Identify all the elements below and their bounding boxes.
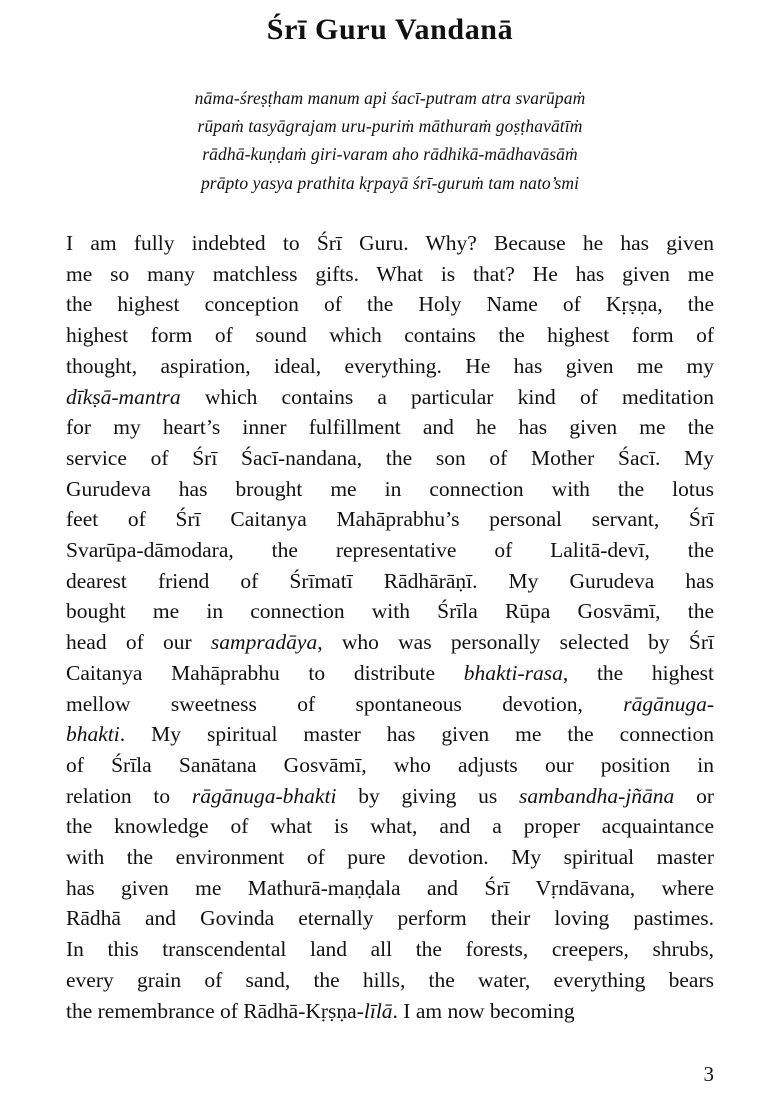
body-line: Svarūpa-dāmodara, the representative of Lalitā-devī, the xyxy=(66,538,714,563)
verse-line-4: prāpto yasya prathita kṛpayā śrī-guruṁ tam nato’smi xyxy=(200,172,580,193)
body-line: service of Śrī Śacī-nandana, the son of Mother Śacī. My xyxy=(66,445,714,470)
sanskrit-verse xyxy=(0,84,780,197)
body-paragraph xyxy=(66,228,714,1026)
body-line: thought, aspiration, ideal, everything. He has given me my xyxy=(66,353,714,378)
body-line: Rādhā and Govinda eternally perform their loving pastimes. xyxy=(66,906,714,931)
body-line: me so many matchless gifts. What is that? He has given me xyxy=(66,261,714,286)
body-line: for my heart’s inner fulfillment and he has given me the xyxy=(66,415,714,440)
verse-line-3: rādhā-kuṇḍaṁ giri-varam aho rādhikā-mādhavāsāṁ xyxy=(202,144,578,165)
body-line: with the environment of pure devotion. My spiritual master xyxy=(66,845,714,870)
body-line: bhakti. My spiritual master has given me the connection xyxy=(66,722,714,747)
body-line: Caitanya Mahāprabhu to distribute bhakti-rasa, the highest xyxy=(66,660,715,685)
body-line: Gurudeva has brought me in connection with the lotus xyxy=(66,476,714,501)
body-line: dearest friend of Śrīmatī Rādhārāṇī. My Gurudeva has xyxy=(66,568,714,593)
body-line: has given me Mathurā-maṇḍala and Śrī Vṛndāvana, where xyxy=(66,875,714,900)
body-line: dīkṣā-mantra which contains a particular kind of meditation xyxy=(66,384,714,409)
body-line: relation to rāgānuga-bhakti by giving us sambandha-jñāna or xyxy=(66,783,714,808)
body-line: the remembrance of Rādhā-Kṛṣṇa-līlā. I am now becoming xyxy=(66,998,575,1023)
verse-line-1: nāma-śreṣṭham manum api śacī-putram atra svarūpaṁ xyxy=(194,88,586,108)
page-number: 3 xyxy=(703,1062,714,1086)
body-line: bought me in connection with Śrīla Rūpa Gosvāmī, the xyxy=(66,599,714,624)
body-line: head of our sampradāya, who was personally selected by Śrī xyxy=(66,630,714,655)
body-line: of Śrīla Sanātana Gosvāmī, who adjusts our position in xyxy=(66,752,714,777)
body-line: the highest conception of the Holy Name of Kṛṣṇa, the xyxy=(66,292,714,317)
body-line: mellow sweetness of spontaneous devotion, rāgānuga- xyxy=(66,691,714,716)
body-line: feet of Śrī Caitanya Mahāprabhu’s personal servant, Śrī xyxy=(66,507,714,532)
body-line: highest form of sound which contains the highest form of xyxy=(66,323,714,348)
body-line: the knowledge of what is what, and a proper acquaintance xyxy=(66,814,714,839)
page-title: Śrī Guru Vandanā xyxy=(266,13,514,46)
body-line: every grain of sand, the hills, the water, everything bears xyxy=(66,967,714,992)
body-line: I am fully indebted to Śrī Guru. Why? Because he has given xyxy=(66,231,714,255)
verse-line-2: rūpaṁ tasyāgrajam uru-puriṁ māthuraṁ goṣṭhavātīṁ xyxy=(197,116,583,137)
body-line: In this transcendental land all the forests, creepers, shrubs, xyxy=(66,937,714,962)
